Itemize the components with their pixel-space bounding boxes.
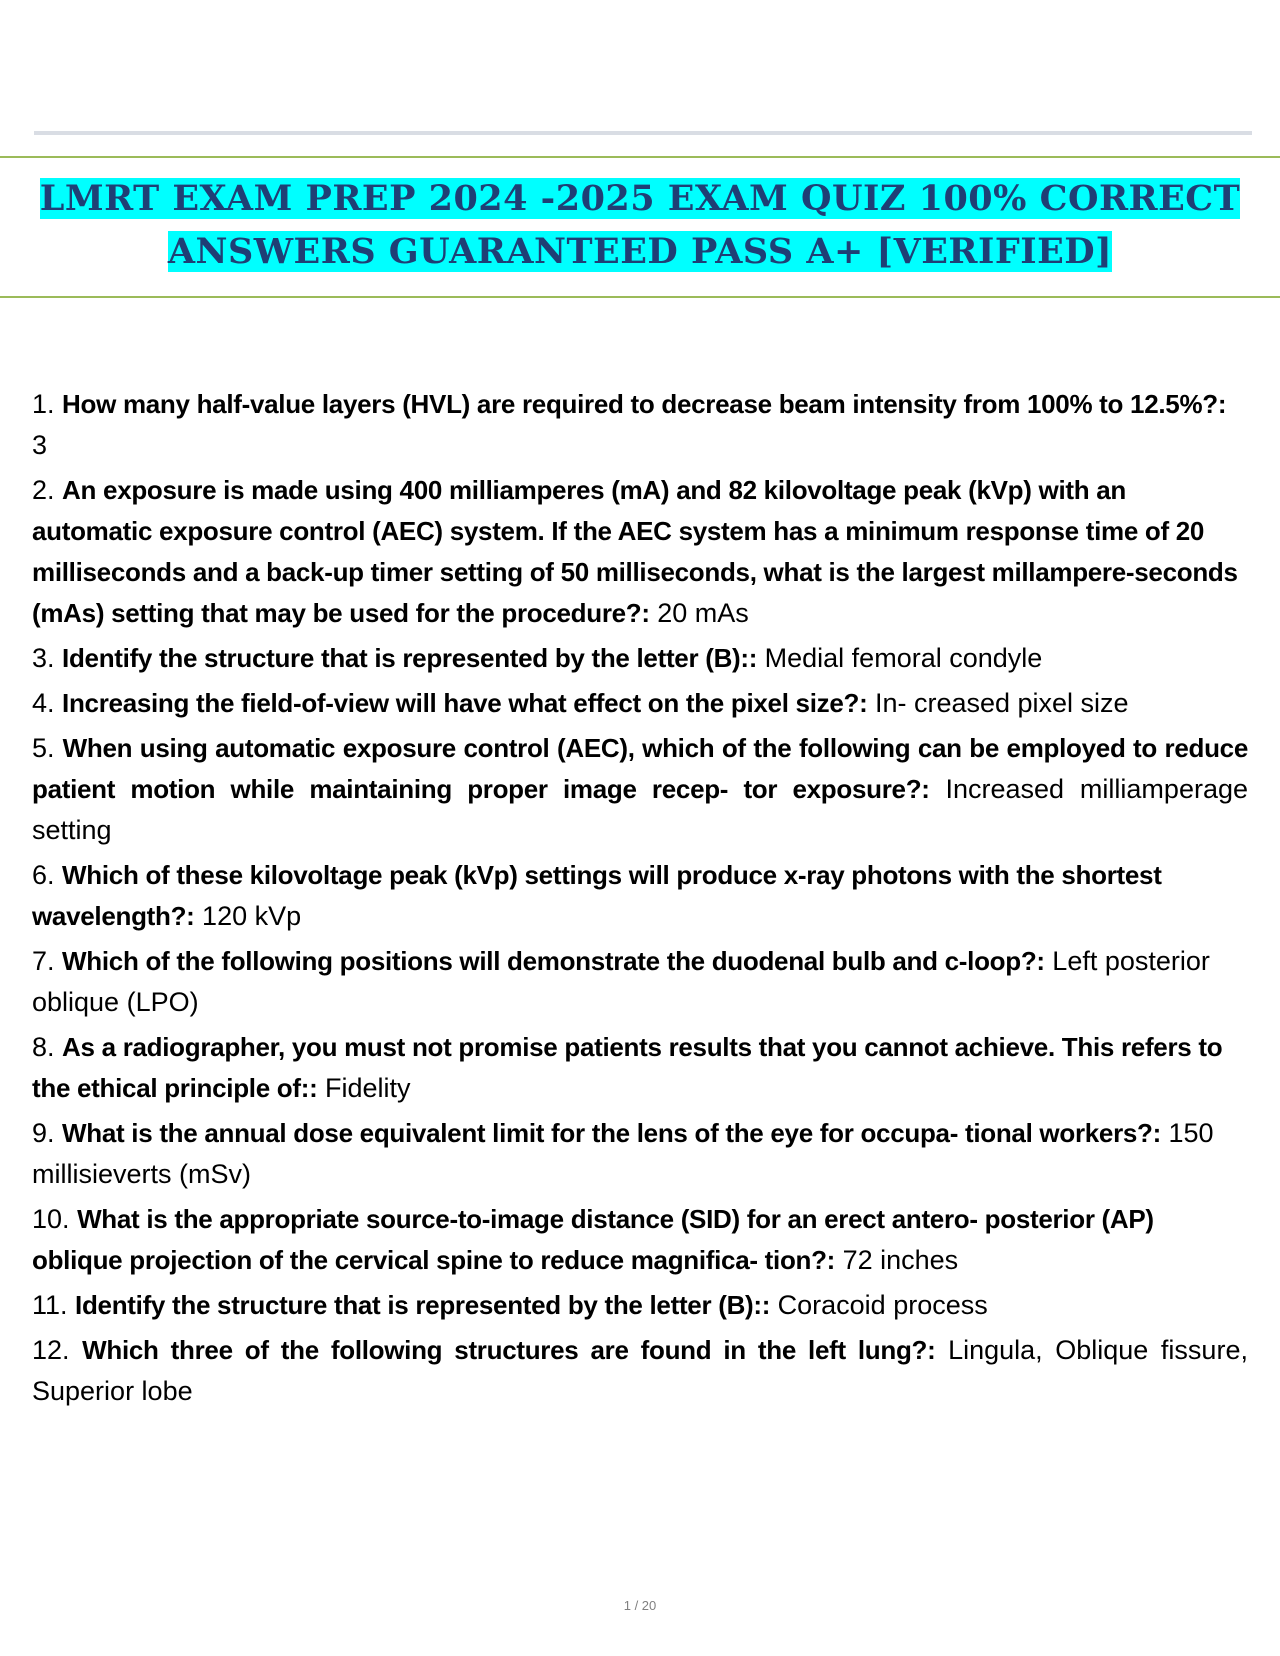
question-text: Which of the following positions will demonstrate the duodenal bulb and c-loop?: bbox=[62, 946, 1045, 976]
question-item bbox=[32, 1330, 1248, 1412]
question-item bbox=[32, 728, 1248, 851]
question-item bbox=[32, 470, 1248, 634]
question-text: Increasing the field-of-view will have what effect on the pixel size?: bbox=[62, 688, 868, 718]
question-text: Which of these kilovoltage peak (kVp) settings will produce x-ray photons with the shortest wavelength?: bbox=[32, 860, 1162, 931]
answer-text: 120 kVp bbox=[202, 901, 302, 931]
question-item bbox=[32, 1285, 1248, 1326]
answer-text: Left posterior oblique (LPO) bbox=[32, 946, 1210, 1017]
question-number: 9. bbox=[32, 1118, 55, 1148]
question-item bbox=[32, 683, 1248, 724]
answer-text: Lingula, Oblique fissure, Superior lobe bbox=[32, 1335, 1248, 1406]
question-text: Identify the structure that is represented by the letter (B):: bbox=[62, 643, 758, 673]
title-bottom-rule bbox=[0, 296, 1280, 298]
document-title bbox=[30, 172, 1250, 278]
question-number: 11. bbox=[32, 1290, 68, 1320]
question-number: 10. bbox=[32, 1204, 70, 1234]
question-item bbox=[32, 1113, 1248, 1195]
question-text: What is the annual dose equivalent limit for the lens of the eye for occupa- tional workers?: bbox=[62, 1118, 1161, 1148]
question-number: 5. bbox=[32, 733, 55, 763]
question-item bbox=[32, 941, 1248, 1023]
question-number: 4. bbox=[32, 688, 55, 718]
question-number: 2. bbox=[32, 475, 55, 505]
question-text: An exposure is made using 400 milliamperes (mA) and 82 kilovoltage peak (kVp) with an automatic exposure control (AEC) system. If the AEC system has a minimum response time of 20 milliseconds and a back-up timer setting of 50 milliseconds, what is the largest millampere-seconds (mAs) setting that may be used for the procedure?: bbox=[32, 475, 1238, 628]
question-text: How many half-value layers (HVL) are required to decrease beam intensity from 100% to 12.5%?: bbox=[62, 389, 1227, 419]
header-divider bbox=[34, 131, 1252, 135]
answer-text: Medial femoral condyle bbox=[764, 643, 1043, 673]
question-item bbox=[32, 1027, 1248, 1109]
answer-text: 3 bbox=[32, 430, 48, 460]
question-number: 6. bbox=[32, 860, 55, 890]
answer-text: Coracoid process bbox=[777, 1290, 988, 1320]
question-text: Which three of the following structures are found in the left lung?: bbox=[82, 1335, 936, 1365]
question-number: 8. bbox=[32, 1032, 55, 1062]
answer-text: 150 millisieverts (mSv) bbox=[32, 1118, 1214, 1189]
question-number: 12. bbox=[32, 1335, 70, 1365]
title-top-rule bbox=[0, 156, 1280, 158]
question-item bbox=[32, 855, 1248, 937]
answer-text: Increased milliamperage setting bbox=[32, 774, 1248, 845]
question-item bbox=[32, 638, 1248, 679]
answer-text: Fidelity bbox=[324, 1073, 411, 1103]
question-text: As a radiographer, you must not promise patients results that you cannot achieve. This refers to the ethical principle of:: bbox=[32, 1032, 1223, 1103]
question-text: What is the appropriate source-to-image distance (SID) for an erect antero- posterior (AP) oblique projection of the cervical spine to reduce magnifica- tion?: bbox=[32, 1204, 1154, 1275]
question-item bbox=[32, 384, 1248, 466]
page-number: 1 / 20 bbox=[623, 1598, 657, 1613]
question-number: 1. bbox=[32, 389, 55, 419]
question-number: 7. bbox=[32, 946, 55, 976]
question-text: When using automatic exposure control (AEC), which of the following can be employed to reduce patient motion while maintaining proper image recep- tor exposure?: bbox=[32, 733, 1248, 804]
question-text: Identify the structure that is represented by the letter (B):: bbox=[75, 1290, 771, 1320]
answer-text: 20 mAs bbox=[657, 598, 749, 628]
question-item bbox=[32, 1199, 1248, 1281]
answer-text: 72 inches bbox=[842, 1245, 959, 1275]
document-title-text: LMRT EXAM PREP 2024 -2025 EXAM QUIZ 100% CORRECT ANSWERS GUARANTEED PASS A+ [VERIFIED] bbox=[39, 178, 1241, 272]
question-number: 3. bbox=[32, 643, 55, 673]
answer-text: In- creased pixel size bbox=[874, 688, 1129, 718]
question-list bbox=[32, 384, 1248, 1416]
